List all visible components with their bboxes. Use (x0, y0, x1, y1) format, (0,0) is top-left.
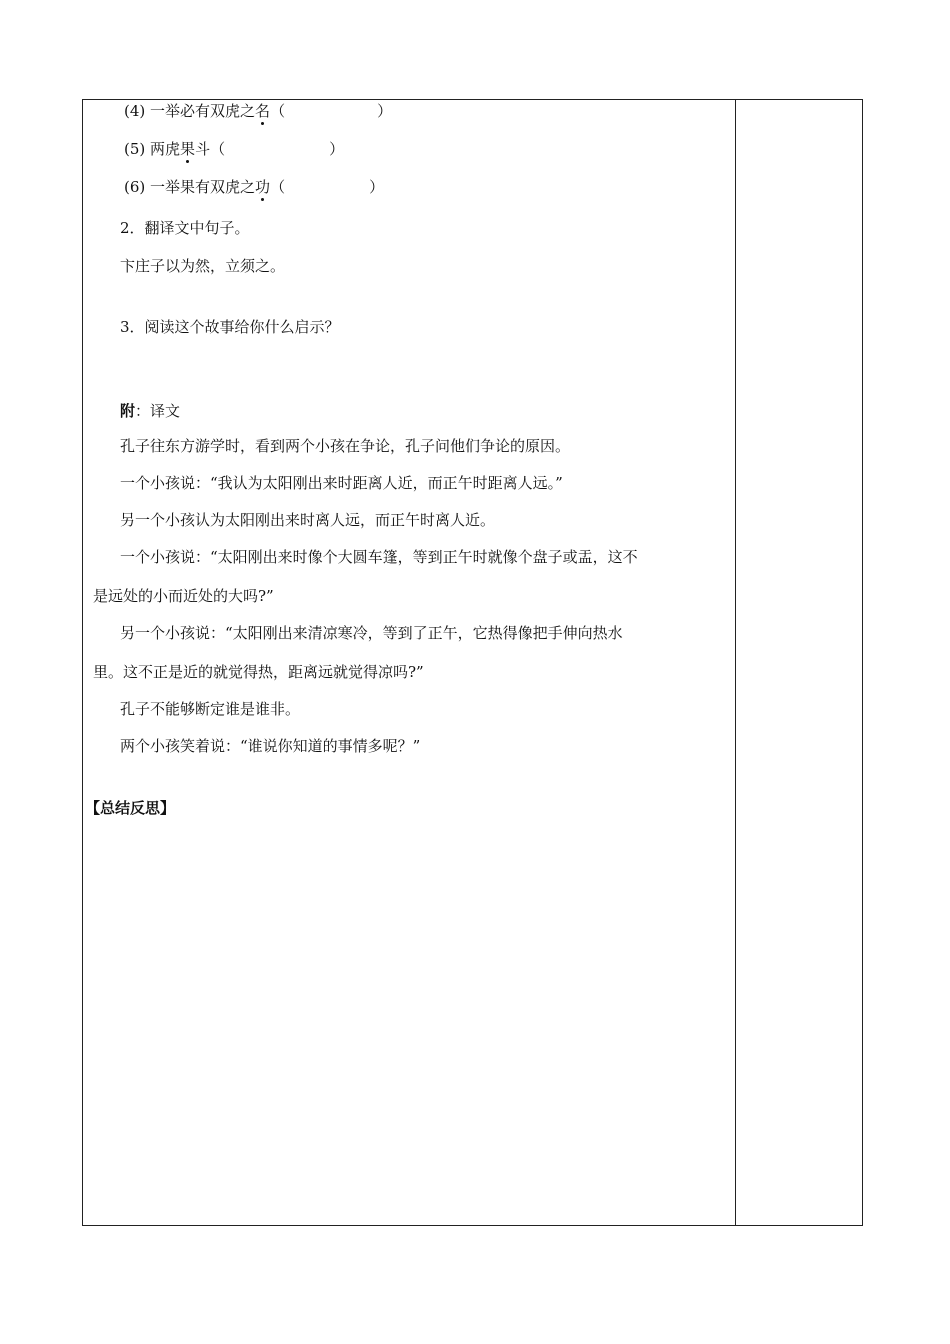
appendix-label-rest: ：译文 (135, 402, 181, 420)
item3-title: 3．阅读这个故事给你什么启示？ (120, 318, 340, 336)
summary-heading: 【总结反思】 (85, 799, 176, 817)
q4-paren-open: （ (270, 102, 286, 120)
appendix-label (120, 401, 180, 421)
translation-p4-line2: 是远处的小而近处的大吗?” (93, 587, 274, 605)
translation-p1: 孔子往东方游学时，看到两个小孩在争论，孔子问他们争论的原因。 (120, 437, 571, 455)
column-divider (735, 99, 736, 1226)
translation-p2: 一个小孩说：“我认为太阳刚出来时距离人近，而正午时距离人远。” (120, 474, 563, 492)
q4-paren-close: ） (377, 102, 393, 120)
q5-paren-close: ） (329, 140, 345, 158)
translation-p5-line1: 另一个小孩说：“太阳刚出来清凉寒冷，等到了正午，它热得像把手伸向热水 (120, 624, 623, 642)
translation-p5-line2: 里。这不正是近的就觉得热，距离远就觉得凉吗?” (93, 663, 424, 681)
translation-p3: 另一个小孩认为太阳刚出来时离人远，而正午时离人近。 (120, 511, 496, 529)
q5-dotted-char: 果 (180, 140, 196, 158)
q4-dotted-char: 名 (255, 102, 271, 120)
q4-text: 一举必有双虎之 (150, 102, 256, 120)
translation-p7: 两个小孩笑着说：“谁说你知道的事情多呢？” (120, 737, 421, 755)
q6-dotted-char: 功 (255, 178, 271, 196)
exercise-q5 (124, 139, 344, 159)
translation-p4-line1: 一个小孩说：“太阳刚出来时像个大圆车篷，等到正午时就像个盘子或盂，这不 (120, 548, 638, 566)
q6-paren-close: ） (369, 178, 385, 196)
translation-p6: 孔子不能够断定谁是谁非。 (120, 700, 301, 718)
item2-title: 2．翻译文中句子。 (120, 219, 250, 237)
q5-text-end: 斗 (195, 140, 211, 158)
q5-number: (5) (124, 140, 146, 158)
q6-number: (6) (124, 178, 146, 196)
item2-sentence: 卞庄子以为然，立须之。 (120, 257, 286, 275)
appendix-label-bold: 附 (120, 402, 136, 420)
exercise-q6 (124, 177, 384, 197)
q5-text: 两虎 (150, 140, 181, 158)
q5-paren-open: （ (210, 140, 226, 158)
exercise-q4 (124, 101, 392, 121)
q4-number: (4) (124, 102, 146, 120)
q6-text: 一举果有双虎之 (150, 178, 256, 196)
q6-paren-open: （ (270, 178, 286, 196)
